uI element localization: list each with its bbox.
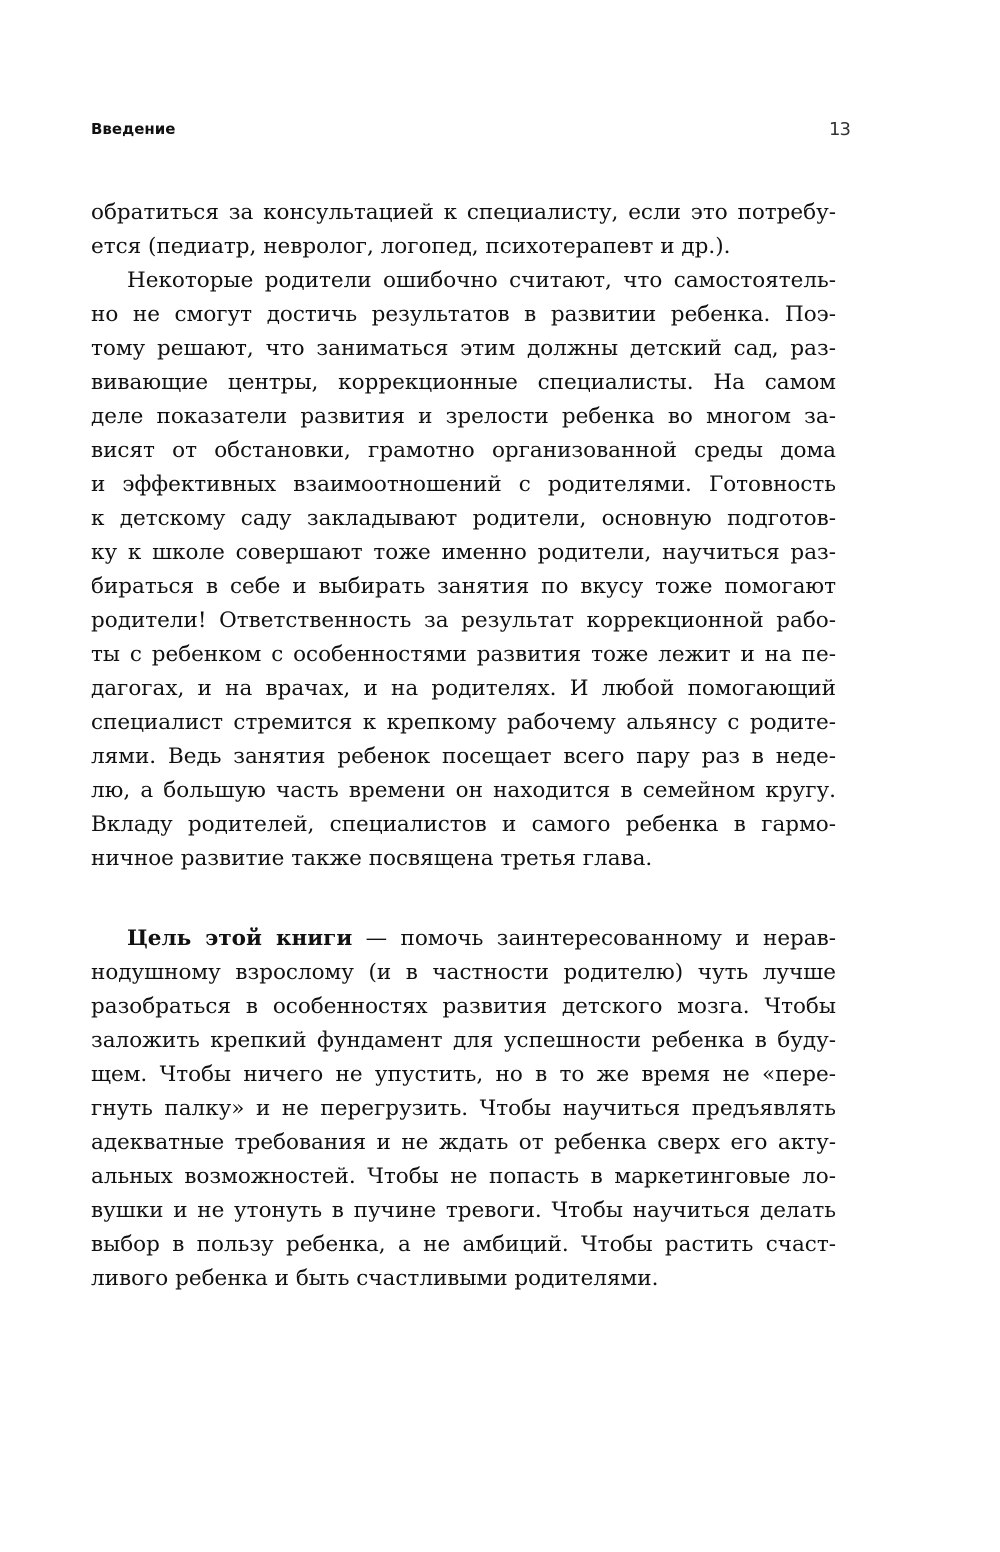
text-line: дагогах, и на врачах, и на родителях. И любой помогающий — [91, 676, 836, 701]
text-line — [91, 922, 836, 956]
text-line: Некоторые родители ошибочно считают, что самостоятель- — [127, 268, 836, 293]
text-line: адекватные требования и не ждать от ребенка сверх его акту- — [91, 1130, 836, 1155]
text-line: лями. Ведь занятия ребенок посещает всего пару раз в неде- — [91, 744, 836, 769]
text-line: гнуть палку» и не перегрузить. Чтобы научиться предъявлять — [91, 1096, 836, 1121]
bold-lead: Цель этой книги — [127, 926, 353, 951]
text-line: обратиться за консультацией к специалисту, если это потребу- — [91, 200, 836, 225]
text-fragment: — помочь заинтересованному и нерав- — [352, 926, 836, 951]
text-line: Вкладу родителей, специалистов и самого ребенка в гармо- — [91, 812, 836, 837]
body-text — [91, 196, 836, 1296]
text-line: заложить крепкий фундамент для успешности ребенка в буду- — [91, 1028, 836, 1053]
text-line: альных возможностей. Чтобы не попасть в маркетинговые ло- — [91, 1164, 836, 1189]
text-line: вушки и не утонуть в пучине тревоги. Чтобы научиться делать — [91, 1198, 836, 1223]
text-line: вивающие центры, коррекционные специалисты. На самом — [91, 370, 836, 395]
text-line: к детскому саду закладывают родители, основную подготов- — [91, 506, 836, 531]
text-line: тому решают, что заниматься этим должны детский сад, раз- — [91, 336, 836, 361]
text-line: разобраться в особенностях развития детского мозга. Чтобы — [91, 994, 836, 1019]
text-line: ливого ребенка и быть счастливыми родителями. — [91, 1266, 659, 1291]
running-head: Введение — [91, 120, 176, 138]
text-line: нодушному взрослому (и в частности родителю) чуть лучше — [91, 960, 836, 985]
text-line: деле показатели развития и зрелости ребенка во многом за- — [91, 404, 836, 429]
text-line: лю, а большую часть времени он находится в семейном кругу. — [91, 778, 836, 803]
text-line: ется (педиатр, невролог, логопед, психотерапевт и др.). — [91, 234, 731, 259]
text-line: ничное развитие также посвящена третья глава. — [91, 846, 653, 871]
text-line: висят от обстановки, грамотно организованной среды дома — [91, 438, 836, 463]
text-line: выбор в пользу ребенка, а не амбиций. Чтобы растить счаст- — [91, 1232, 836, 1257]
text-line: ты с ребенком с особенностями развития тоже лежит и на пе- — [91, 642, 836, 667]
text-line: и эффективных взаимоотношений с родителями. Готовность — [91, 472, 836, 497]
text-line: ку к школе совершают тоже именно родители, научиться раз- — [91, 540, 836, 565]
text-line: но не смогут достичь результатов в развитии ребенка. Поэ- — [91, 302, 836, 327]
text-line: родители! Ответственность за результат коррекционной рабо- — [91, 608, 836, 633]
text-line: бираться в себе и выбирать занятия по вкусу тоже помогают — [91, 574, 836, 599]
paragraph-gap — [91, 876, 836, 922]
paragraph-continuation — [91, 196, 836, 264]
page-number: 13 — [829, 119, 850, 140]
text-line: специалист стремится к крепкому рабочему альянсу с родите- — [91, 710, 836, 735]
paragraph-book-goal — [91, 922, 836, 1296]
paragraph-parents — [91, 264, 836, 876]
text-line: щем. Чтобы ничего не упустить, но в то же время не «пере- — [91, 1062, 836, 1087]
